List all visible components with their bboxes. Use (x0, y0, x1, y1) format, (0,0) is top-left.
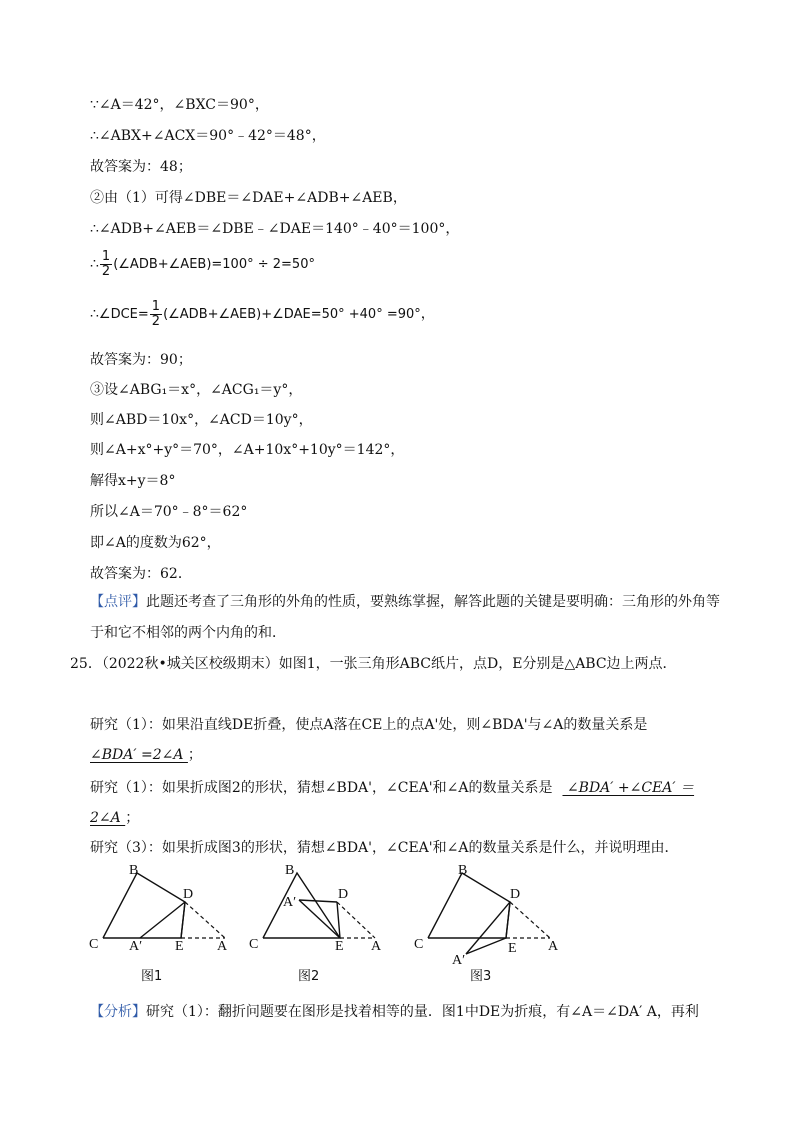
label-e: E (335, 939, 344, 954)
fold-line-de (337, 902, 340, 938)
triangle-outline (103, 873, 185, 938)
triangle-outline (263, 873, 340, 938)
line-7: ∴∠DCE= $\frac{1}{2}$ (∠ADB+∠AEB)+∠DAE=50° +40° =90°， (90, 298, 435, 329)
figure-3-caption: 图3 (470, 969, 492, 984)
fold-line-de (506, 902, 510, 938)
research-1-answer-line: ∠BDA′ =2∠A ； (90, 747, 202, 763)
figure-1 (85, 860, 245, 985)
research-3-line: 研究（3）：如果折成图3的形状，猜想∠BDA'，∠CEA'和∠A的数量关系是什么，并说明理由． (90, 840, 679, 856)
line-11: 则∠A+x°+y°＝70°，∠A+10x°+10y°＝142°， (90, 442, 405, 458)
fold-line-de (181, 902, 185, 938)
figure-2-caption: 图2 (298, 969, 320, 984)
label-a-prime: A′ (129, 939, 143, 954)
review-line-2: 于和它不相邻的两个内角的和． (90, 625, 286, 641)
segment-d-a1 (299, 900, 337, 902)
label-c: C (414, 937, 424, 952)
figure-3 (410, 860, 570, 985)
label-e: E (175, 939, 184, 954)
label-d: D (338, 887, 349, 902)
dashed-da (185, 902, 225, 938)
line-1: ∵∠A＝42°，∠BXC＝90°， (90, 97, 269, 113)
line-8: 故答案为：90； (90, 352, 192, 368)
label-a: A (548, 939, 559, 954)
dashed-da (510, 902, 550, 938)
line-3: 故答案为：48； (90, 159, 192, 175)
line-14: 即∠A的度数为62°， (90, 535, 221, 551)
segment-a1-d (140, 902, 185, 938)
figure-1-caption: 图1 (141, 969, 163, 984)
half-fraction: $\frac{1}{2}$ (101, 248, 111, 279)
half-fraction: $\frac{1}{2}$ (151, 298, 161, 329)
research-2-line: 研究（1）：如果折成图2的形状，猜想∠BDA'，∠CEA'和∠A的数量关系是 ∠BDA′ +∠CEA′ ＝ (90, 780, 695, 796)
triangle-outline (428, 873, 510, 938)
research-2-answer-line: 2∠A ； (90, 810, 140, 826)
research-2-answer-part-1: ∠BDA′ +∠CEA′ ＝ (562, 780, 695, 796)
review-tag: 【点评】 (90, 594, 146, 610)
label-c: C (89, 937, 99, 952)
therefore-symbol: ∴ (90, 306, 99, 322)
label-b: B (285, 863, 295, 878)
label-d: D (510, 887, 521, 902)
line-2: ∴∠ABX+∠ACX＝90°﹣42°＝48°， (90, 128, 326, 144)
label-e: E (508, 941, 517, 956)
research-1-answer: ∠BDA′ =2∠A (90, 747, 188, 763)
label-a: A (217, 939, 228, 954)
analysis-tag: 【分析】 (90, 1004, 146, 1020)
therefore-symbol: ∴ (90, 256, 99, 272)
line-4: ②由（1）可得∠DBE＝∠DAE+∠ADB+∠AEB， (90, 190, 407, 206)
line-5: ∴∠ADB+∠AEB＝∠DBE﹣∠DAE＝140°﹣40°＝100°， (90, 221, 460, 237)
line-13: 所以∠A＝70°﹣8°＝62° (90, 504, 248, 520)
label-c: C (249, 937, 259, 952)
label-a-prime: A′ (283, 895, 297, 910)
figure-2 (245, 860, 405, 985)
label-a: A (371, 939, 382, 954)
segment-d-a1 (466, 902, 510, 954)
research-2-answer-part-2: 2∠A (90, 810, 126, 826)
line-15: 故答案为：62． (90, 566, 192, 582)
dashed-da (337, 902, 375, 938)
line-7-expression: (∠ADB+∠AEB)+∠DAE=50° +40° =90° (163, 307, 421, 322)
line-9: ③设∠ABG₁＝x°，∠ACG₁＝y°， (90, 382, 303, 398)
question-25: 25．（2022秋•城关区校级期末）如图1，一张三角形ABC纸片，点D，E分别是△ABC边上两点． (70, 656, 677, 672)
label-b: B (129, 863, 139, 878)
research-1-line: 研究（1）：如果沿直线DE折叠，使点A落在CE上的点A'处，则∠BDA'与∠A的数量关系是 (90, 717, 648, 733)
line-12: 解得x+y＝8° (90, 473, 176, 489)
line-6-expression: (∠ADB+∠AEB)=100° ÷ 2=50° (113, 257, 315, 272)
segment-a1-e (299, 900, 340, 938)
label-a-prime: A′ (452, 953, 466, 968)
label-d: D (183, 887, 194, 902)
label-b: B (458, 863, 468, 878)
review-line-1: 【点评】此题还考查了三角形的外角的性质，要熟练掌握，解答此题的关键是要明确：三角形的外角等 (90, 594, 720, 610)
analysis-line: 【分析】研究（1）：翻折问题要在图形是找着相等的量．图1中DE为折痕，有∠A＝∠DA′ A，再利 (90, 1004, 699, 1020)
line-10: 则∠ABD＝10x°，∠ACD＝10y°， (90, 412, 313, 428)
line-6 (90, 248, 315, 281)
